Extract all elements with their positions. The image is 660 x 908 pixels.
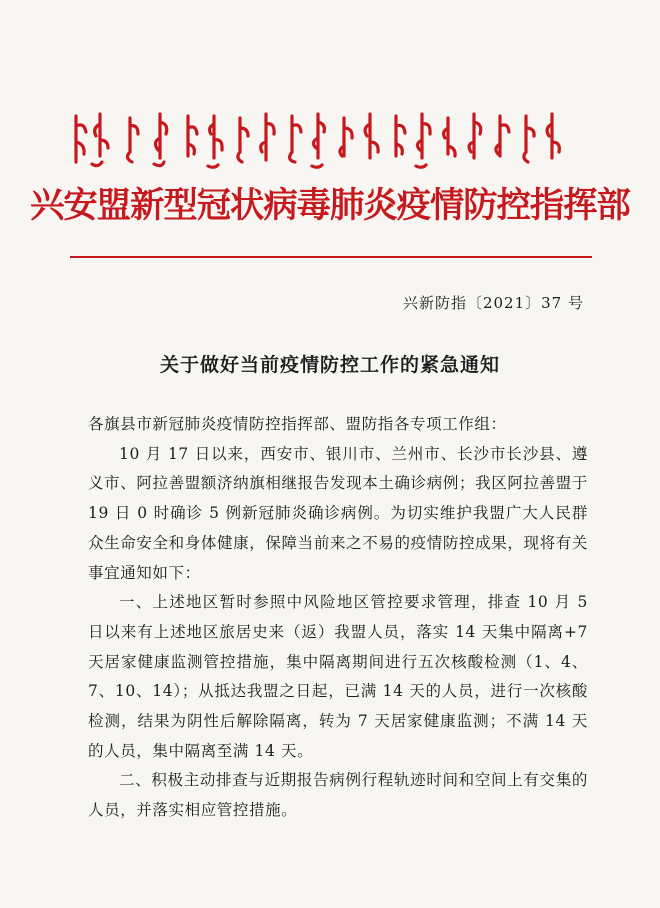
red-divider-line xyxy=(70,256,592,258)
body-paragraph: 10 月 17 日以来，西安市、银川市、兰州市、长沙市长沙县、遵义市、阿拉善盟额济纳旗相继报告发现本土确诊病例；我区阿拉善盟于 19 日 0 时确诊 5 例新冠肺炎确诊病例。为切实维护我盟广大人民群众生命安全和身体健康，保障当前来之不易的疫情防控成果，现将有关事宜通知如下： xyxy=(88,444,588,582)
mongolian-script-graphic xyxy=(70,112,570,174)
body-paragraph: 一、上述地区暂时参照中风险地区管控要求管理，排查 10 月 5 日以来有上述地区旅居史来（返）我盟人员，落实 14 天集中隔离+7 天居家健康监测管控措施，集中隔离期间进行五次核酸检测（1、4、7、10、14）；从抵达我盟之日起，已满 14 天的人员，进行一次核酸检测，结果为阴性后解除隔离，转为 7 天居家健康监测；不满 14 天的人员，集中隔离至满 14 天。 xyxy=(88,593,588,760)
document-title: 关于做好当前疫情防控工作的紧急通知 xyxy=(159,354,500,376)
body-paragraph: 二、积极主动排查与近期报告病例行程轨迹时间和空间上有交集的人员，并落实相应管控措施。 xyxy=(88,771,588,820)
document-number: 兴新防指〔2021〕37 号 xyxy=(402,294,584,312)
document-body xyxy=(88,410,588,826)
mongolian-script-header xyxy=(70,112,570,174)
issuing-organization-title: 兴安盟新型冠状病毒肺炎疫情防控指挥部 xyxy=(30,186,630,226)
salutation-paragraph: 各旗县市新冠肺炎疫情防控指挥部、盟防指各专项工作组： xyxy=(88,415,507,433)
